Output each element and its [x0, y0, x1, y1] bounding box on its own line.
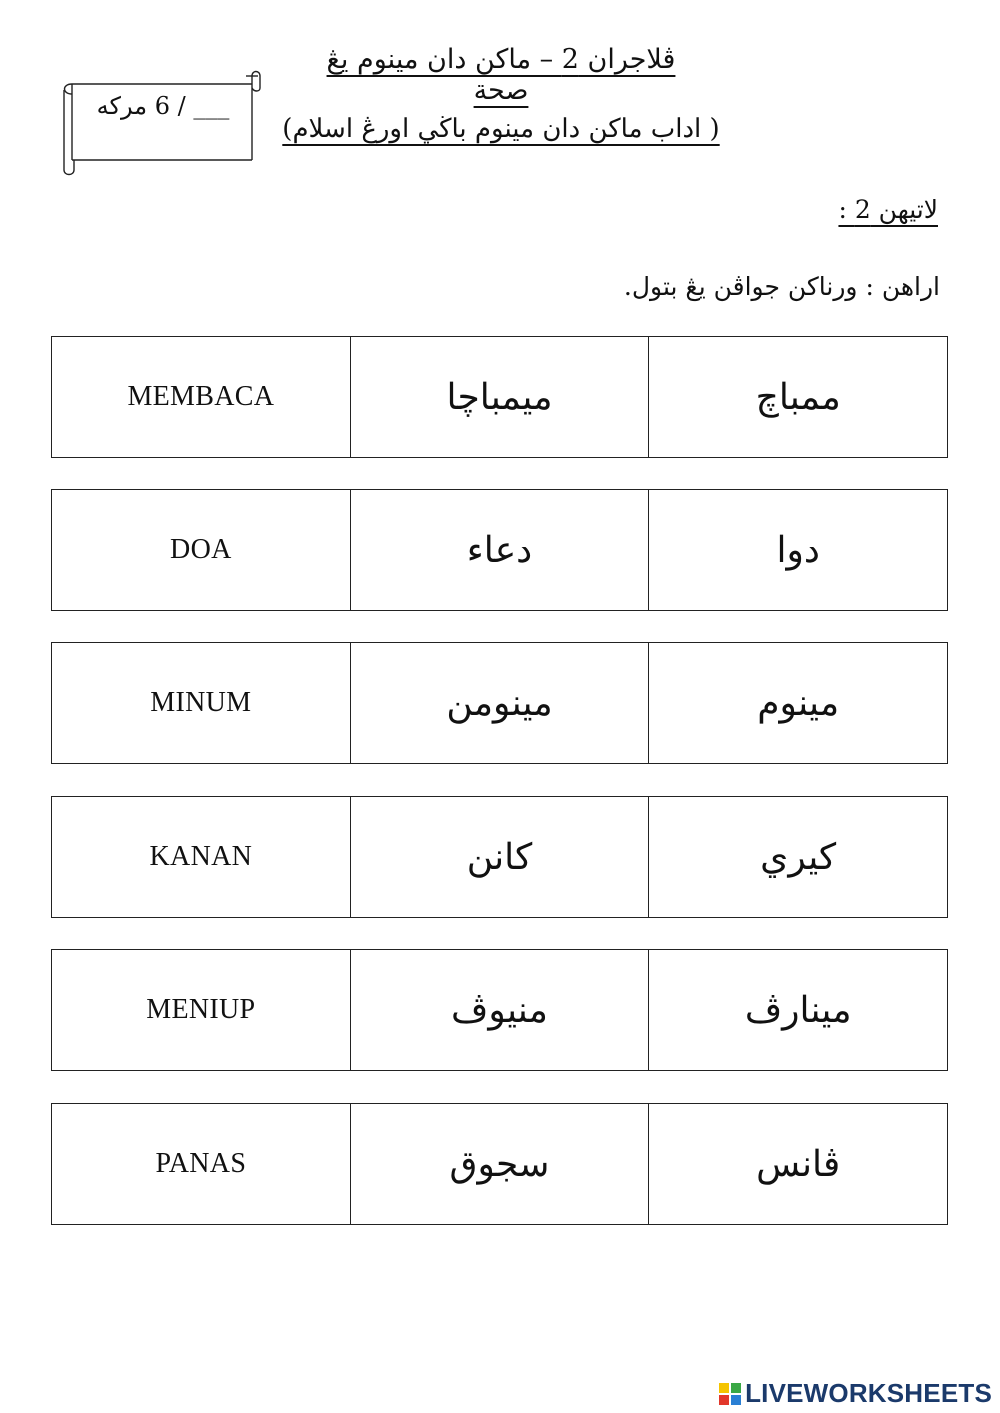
rumi-cell: [52, 337, 350, 457]
option-a-cell[interactable]: [350, 797, 649, 917]
rumi-word: DOA: [170, 534, 232, 565]
worksheet-title: ڤلاجران 2 – ماكن دان مينوم يڠ صحة: [326, 44, 676, 106]
rumi-cell: [52, 1104, 350, 1224]
rumi-word: PANAS: [155, 1148, 247, 1179]
worksheet-subtitle: ( اداب ماكن دان مينوم باڬي اورڠ اسلام): [282, 114, 720, 144]
jawi-option-a: دعاء: [466, 529, 533, 571]
rumi-cell: [52, 643, 350, 763]
rumi-cell: [52, 490, 350, 610]
instruction-text: اراهن : ورناكن جواڤن يڠ بتول.: [623, 272, 940, 301]
option-a-cell[interactable]: [350, 337, 649, 457]
jawi-option-b: دوا: [776, 529, 820, 571]
option-b-cell[interactable]: [648, 797, 947, 917]
option-a-cell[interactable]: [350, 950, 649, 1070]
option-b-cell[interactable]: [648, 950, 947, 1070]
option-a-cell[interactable]: [350, 490, 649, 610]
rumi-cell: [52, 950, 350, 1070]
rumi-word: MENIUP: [146, 994, 256, 1025]
scroll-frame-icon: [58, 70, 268, 178]
jawi-option-b: ڤانس: [756, 1143, 841, 1185]
jawi-option-b: ممباچ: [755, 376, 841, 418]
rumi-word: MEMBACA: [127, 381, 275, 412]
answer-row: [51, 336, 948, 458]
liveworksheets-logo-icon: [719, 1383, 741, 1405]
exercise-label: لاتيهن 2 :: [838, 195, 938, 224]
option-b-cell[interactable]: [648, 643, 947, 763]
answer-row: [51, 796, 948, 918]
score-box: ___ / 6 مركه: [96, 92, 230, 120]
option-b-cell[interactable]: [648, 490, 947, 610]
jawi-option-a: مينومن: [446, 682, 553, 724]
option-b-cell[interactable]: [648, 337, 947, 457]
option-a-cell[interactable]: [350, 1104, 649, 1224]
liveworksheets-logo[interactable]: [719, 1378, 992, 1409]
answer-row: [51, 489, 948, 611]
answer-row: [51, 949, 948, 1071]
jawi-option-a: ميمباچا: [446, 376, 553, 418]
jawi-option-a: كانن: [466, 836, 533, 878]
rumi-word: KANAN: [149, 841, 253, 872]
jawi-option-b: مينوم: [757, 682, 840, 724]
rumi-word: MINUM: [150, 687, 252, 718]
option-b-cell[interactable]: [648, 1104, 947, 1224]
brand-name: LIVEWORKSHEETS: [745, 1378, 992, 1408]
rumi-cell: [52, 797, 350, 917]
jawi-option-a: سجوق: [449, 1143, 550, 1185]
option-a-cell[interactable]: [350, 643, 649, 763]
answer-row: [51, 1103, 948, 1225]
answer-row: [51, 642, 948, 764]
jawi-option-a: منيوڤ: [451, 989, 548, 1031]
jawi-option-b: كيري: [760, 836, 837, 878]
jawi-option-b: مينارڤ: [744, 989, 852, 1031]
